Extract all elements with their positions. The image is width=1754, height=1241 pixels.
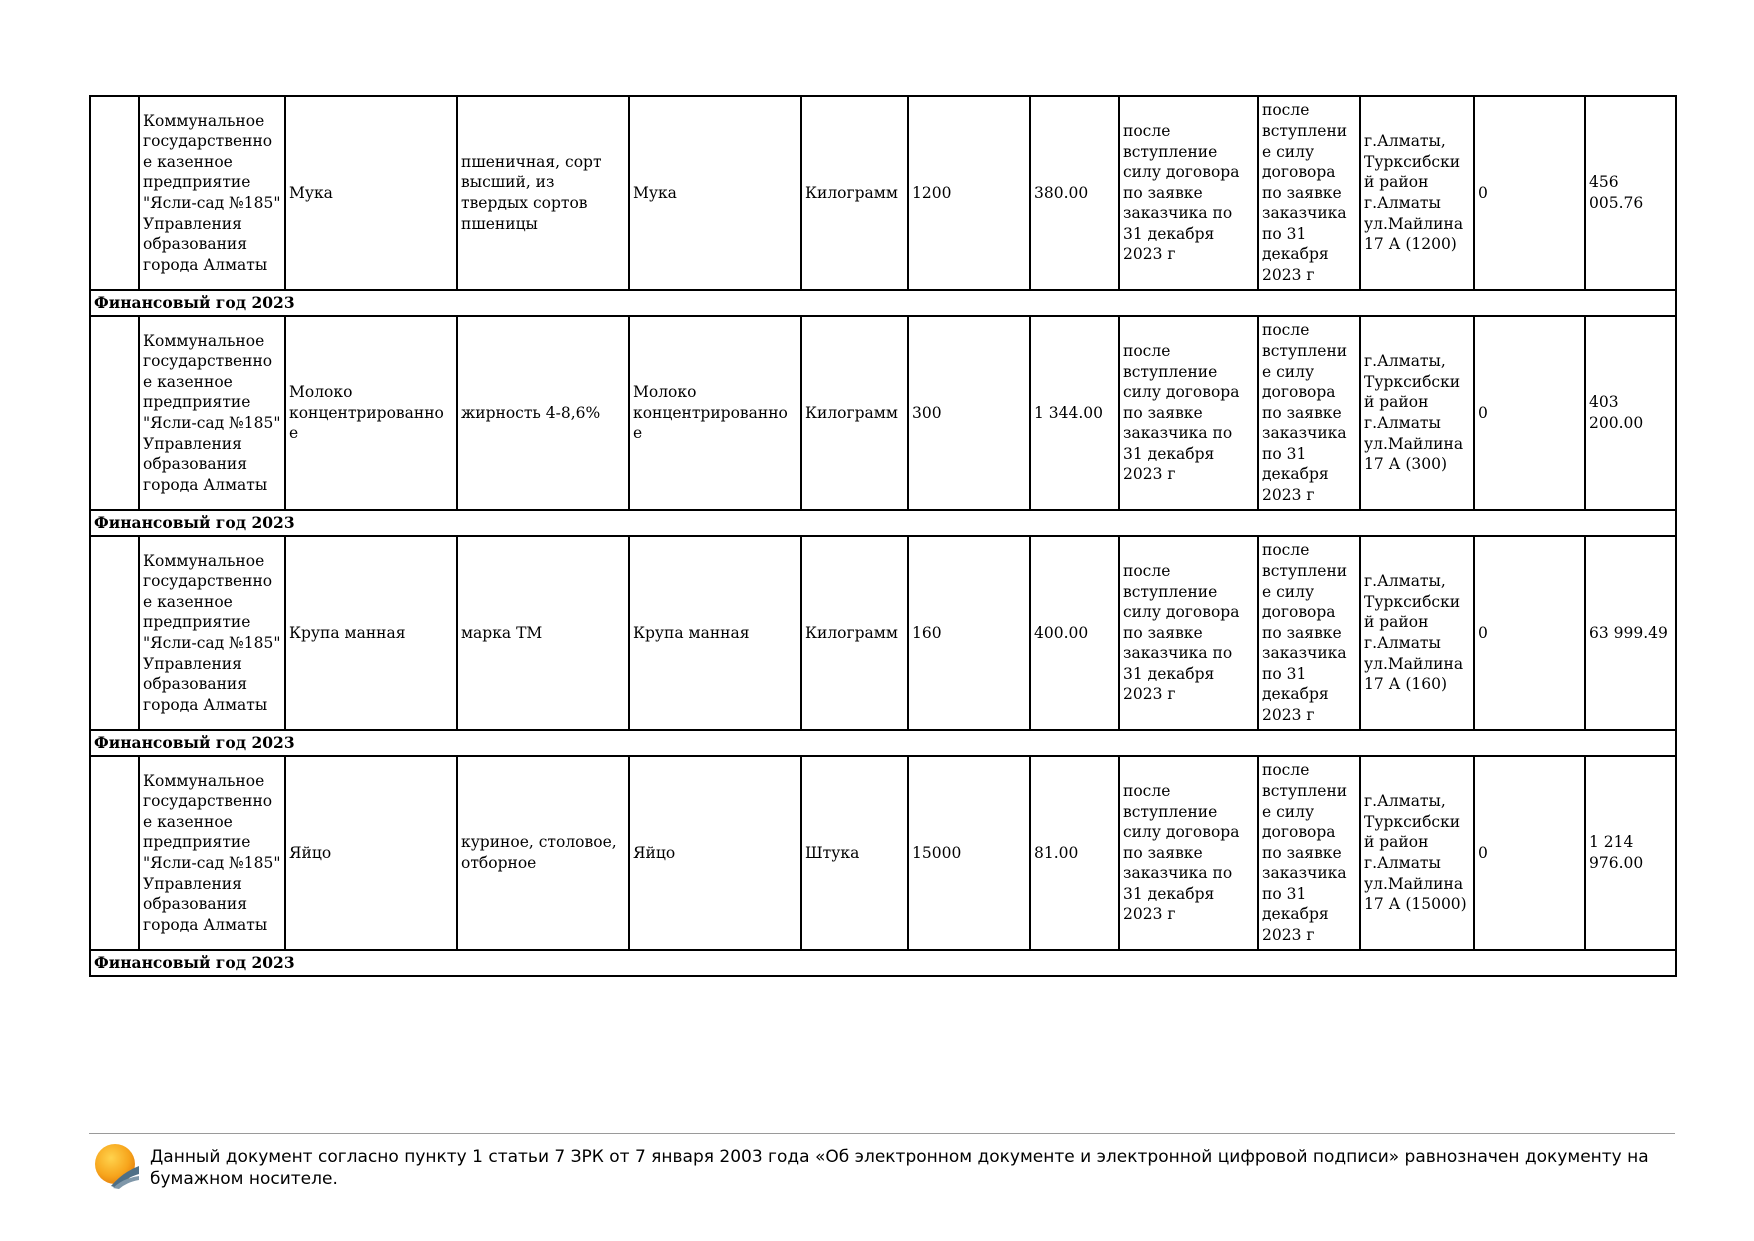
delivery-term-cell <box>1119 316 1258 510</box>
price-cell <box>1030 756 1119 950</box>
location-cell-text: г.Алматы, Турксибский район г.Алматы ул.Майлина 17 А (15000) <box>1364 792 1467 914</box>
financial-year-row <box>90 290 1676 316</box>
egov-sun-logo-icon <box>93 1142 141 1190</box>
delivery-term2-cell-text: после вступление силу договора по заявке заказчика по 31 декабря 2023 г <box>1262 321 1348 505</box>
delivery-term2-cell <box>1258 316 1360 510</box>
characteristics-cell-text: пшеничная, сорт высший, из твердых сортов пшеницы <box>461 152 602 233</box>
advance-cell-text: 0 <box>1478 623 1488 642</box>
delivery-term-cell <box>1119 96 1258 290</box>
characteristics-cell-text: куриное, столовое, отборное <box>461 833 617 872</box>
customer-cell <box>139 316 285 510</box>
location-cell <box>1360 96 1474 290</box>
price-cell <box>1030 536 1119 730</box>
financial-year-row <box>90 510 1676 536</box>
total-cell <box>1585 756 1676 950</box>
unit-cell <box>801 536 908 730</box>
advance-cell-text: 0 <box>1478 403 1488 422</box>
delivery-term-cell-text: после вступление силу договора по заявке заказчика по 31 декабря 2023 г <box>1123 121 1240 264</box>
financial-year-row <box>90 950 1676 976</box>
table-body <box>90 96 1676 976</box>
quantity-cell-text: 1200 <box>912 183 952 202</box>
financial-year-label: Финансовый год 2023 <box>90 510 1676 536</box>
blank-cell <box>90 756 139 950</box>
location-cell-text: г.Алматы, Турксибский район г.Алматы ул.Майлина 17 А (1200) <box>1364 132 1464 254</box>
location-cell <box>1360 316 1474 510</box>
customer-cell-text: Коммунальное государственное казенное предприятие "Ясли-сад №185" Управления образования города Алматы <box>143 551 281 714</box>
advance-cell-text: 0 <box>1478 843 1488 862</box>
delivery-term2-cell <box>1258 536 1360 730</box>
location-cell <box>1360 756 1474 950</box>
delivery-term-cell-text: после вступление силу договора по заявке заказчика по 31 декабря 2023 г <box>1123 561 1240 704</box>
advance-cell <box>1474 756 1585 950</box>
delivery-term2-cell-text: после вступление силу договора по заявке заказчика по 31 декабря 2023 г <box>1262 101 1348 285</box>
location-cell-text: г.Алматы, Турксибский район г.Алматы ул.Майлина 17 А (160) <box>1364 572 1464 694</box>
total-cell <box>1585 96 1676 290</box>
short-name-cell <box>629 756 801 950</box>
location-cell <box>1360 536 1474 730</box>
document-footer <box>89 1133 1675 1190</box>
price-cell-text: 380.00 <box>1034 183 1089 202</box>
short-name-cell <box>629 316 801 510</box>
price-cell <box>1030 316 1119 510</box>
short-name-cell-text: Молоко концентрированное <box>633 383 788 443</box>
delivery-term-cell <box>1119 756 1258 950</box>
unit-cell-text: Килограмм <box>805 403 898 422</box>
item-name-cell <box>285 536 457 730</box>
advance-cell <box>1474 536 1585 730</box>
item-name-cell <box>285 756 457 950</box>
unit-cell-text: Штука <box>805 843 860 862</box>
item-name-cell-text: Молоко концентрированное <box>289 383 444 443</box>
delivery-term-cell-text: после вступление силу договора по заявке заказчика по 31 декабря 2023 г <box>1123 341 1240 484</box>
financial-year-row <box>90 730 1676 756</box>
short-name-cell-text: Крупа манная <box>633 623 750 642</box>
advance-cell-text: 0 <box>1478 183 1488 202</box>
delivery-term2-cell <box>1258 96 1360 290</box>
characteristics-cell-text: марка ТМ <box>461 623 543 642</box>
customer-cell-text: Коммунальное государственное казенное предприятие "Ясли-сад №185" Управления образования города Алматы <box>143 331 281 494</box>
delivery-term2-cell-text: после вступление силу договора по заявке заказчика по 31 декабря 2023 г <box>1262 761 1348 945</box>
delivery-term-cell-text: после вступление силу договора по заявке заказчика по 31 декабря 2023 г <box>1123 781 1240 924</box>
financial-year-label: Финансовый год 2023 <box>90 950 1676 976</box>
quantity-cell <box>908 316 1030 510</box>
total-cell-text: 1 214 976.00 <box>1589 833 1644 872</box>
customer-cell-text: Коммунальное государственное казенное предприятие "Ясли-сад №185" Управления образования города Алматы <box>143 111 281 274</box>
customer-cell <box>139 536 285 730</box>
table-row <box>90 96 1676 290</box>
advance-cell <box>1474 316 1585 510</box>
item-name-cell-text: Яйцо <box>289 843 332 862</box>
location-cell-text: г.Алматы, Турксибский район г.Алматы ул.Майлина 17 А (300) <box>1364 352 1464 474</box>
item-name-cell-text: Мука <box>289 183 333 202</box>
quantity-cell <box>908 96 1030 290</box>
item-name-cell <box>285 316 457 510</box>
quantity-cell-text: 15000 <box>912 843 962 862</box>
total-cell <box>1585 316 1676 510</box>
quantity-cell <box>908 536 1030 730</box>
footer-legal-text: Данный документ согласно пункту 1 статьи 7 ЗРК от 7 января 2003 года «Об электронном документе и электронной цифровой подписи» равнозначен документу на бумажном носителе. <box>150 1147 1649 1189</box>
characteristics-cell <box>457 96 629 290</box>
table-row <box>90 536 1676 730</box>
delivery-term2-cell-text: после вступление силу договора по заявке заказчика по 31 декабря 2023 г <box>1262 541 1348 725</box>
advance-cell <box>1474 96 1585 290</box>
unit-cell <box>801 756 908 950</box>
price-cell <box>1030 96 1119 290</box>
delivery-term-cell <box>1119 536 1258 730</box>
total-cell-text: 63 999.49 <box>1589 623 1668 642</box>
unit-cell-text: Килограмм <box>805 183 898 202</box>
short-name-cell <box>629 536 801 730</box>
item-name-cell <box>285 96 457 290</box>
customer-cell-text: Коммунальное государственное казенное предприятие "Ясли-сад №185" Управления образования города Алматы <box>143 771 281 934</box>
price-cell-text: 81.00 <box>1034 843 1079 862</box>
blank-cell <box>90 316 139 510</box>
short-name-cell-text: Мука <box>633 183 677 202</box>
total-cell-text: 403 200.00 <box>1589 393 1644 432</box>
table-row <box>90 316 1676 510</box>
quantity-cell-text: 160 <box>912 623 942 642</box>
unit-cell-text: Килограмм <box>805 623 898 642</box>
table-row <box>90 756 1676 950</box>
price-cell-text: 1 344.00 <box>1034 403 1104 422</box>
short-name-cell <box>629 96 801 290</box>
characteristics-cell <box>457 536 629 730</box>
customer-cell <box>139 96 285 290</box>
financial-year-label: Финансовый год 2023 <box>90 730 1676 756</box>
quantity-cell <box>908 756 1030 950</box>
customer-cell <box>139 756 285 950</box>
delivery-term2-cell <box>1258 756 1360 950</box>
price-cell-text: 400.00 <box>1034 623 1089 642</box>
characteristics-cell <box>457 756 629 950</box>
quantity-cell-text: 300 <box>912 403 942 422</box>
short-name-cell-text: Яйцо <box>633 843 676 862</box>
total-cell-text: 456 005.76 <box>1589 173 1644 212</box>
characteristics-cell <box>457 316 629 510</box>
characteristics-cell-text: жирность 4-8,6% <box>461 403 601 422</box>
procurement-table-container <box>89 95 1675 977</box>
total-cell <box>1585 536 1676 730</box>
blank-cell <box>90 96 139 290</box>
blank-cell <box>90 536 139 730</box>
financial-year-label: Финансовый год 2023 <box>90 290 1676 316</box>
unit-cell <box>801 316 908 510</box>
item-name-cell-text: Крупа манная <box>289 623 406 642</box>
unit-cell <box>801 96 908 290</box>
procurement-table <box>89 95 1677 977</box>
